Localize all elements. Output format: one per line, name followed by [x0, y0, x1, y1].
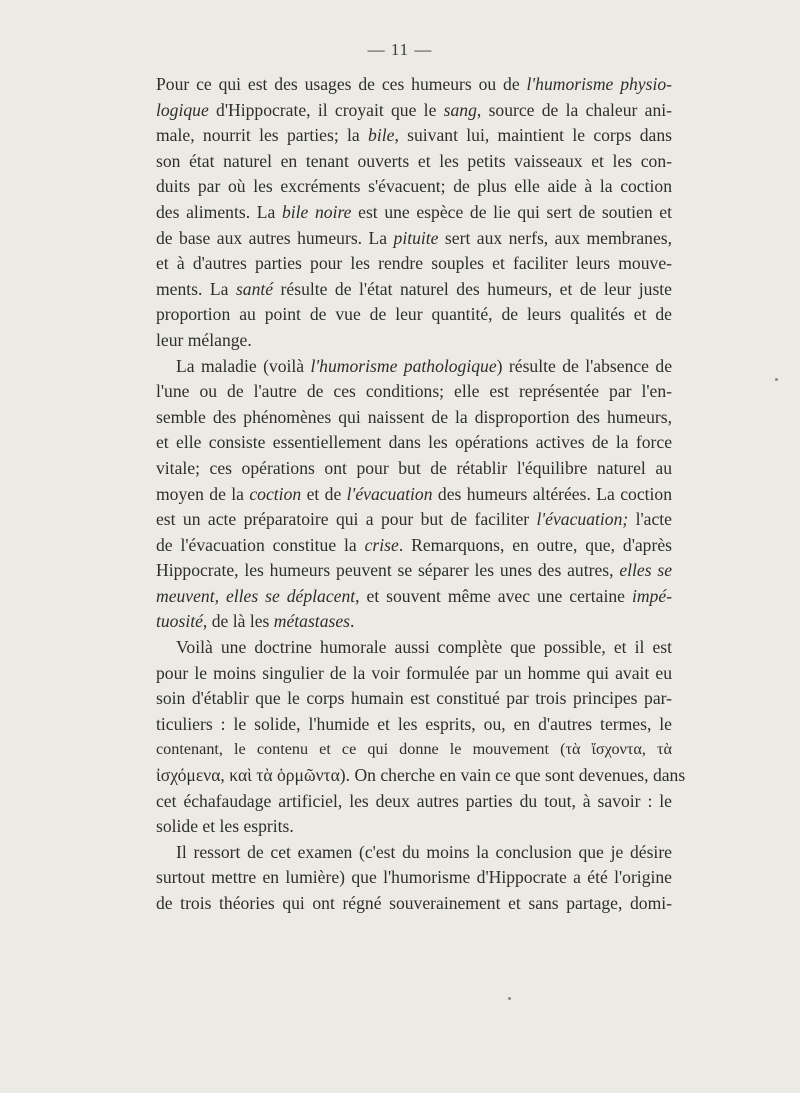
text-run: ἰσχόμενα, καὶ τὰ ὁρμῶντα). On cherche en vain ce que sont devenues, dans	[156, 765, 686, 786]
text-line	[156, 661, 672, 687]
text-run: résulte de l'état naturel des humeurs, et de leur juste	[273, 278, 672, 299]
text-run: d'Hippocrate, il croyait que le	[208, 99, 444, 120]
text-run: contenant, le contenu et ce qui donne le mouvement (τὰ ἴσχοντα, τὰ	[156, 740, 672, 759]
italic-term: tuosité	[156, 611, 203, 632]
text-line	[156, 763, 686, 789]
text-run: , suivant lui, maintient le corps dans	[394, 125, 672, 146]
text-line	[156, 149, 672, 175]
text-run: Hippocrate, les humeurs peuvent se séparer les unes des autres,	[156, 560, 620, 581]
text-run: , de là les	[202, 611, 274, 632]
italic-term: métastases	[273, 611, 350, 632]
text-run: pour le moins singulier de la voir formulée par un homme qui avait eu	[156, 662, 672, 683]
italic-term: impé-	[631, 585, 672, 606]
text-line	[156, 482, 672, 508]
text-run: La maladie (voilà	[176, 355, 311, 376]
text-run: surtout mettre en lumière) que l'humorisme d'Hippocrate a été l'origine	[156, 867, 672, 888]
text-run: .	[350, 611, 355, 632]
text-run: de base aux autres humeurs. La	[156, 227, 394, 248]
text-line	[156, 200, 672, 226]
text-run: des aliments. La	[156, 201, 282, 222]
text-line	[156, 737, 672, 763]
text-line	[156, 840, 672, 866]
text-run: ments. La	[156, 278, 236, 299]
text-line	[156, 328, 672, 354]
italic-term: sang	[443, 99, 477, 120]
italic-term: elles se	[619, 560, 673, 581]
text-run: vitale; ces opérations ont pour but de rétablir l'équilibre naturel au	[156, 457, 672, 478]
text-run: et à d'autres parties pour les rendre souples et faciliter leurs mouve-	[156, 253, 672, 274]
text-run: est un acte préparatoire qui a pour but de faciliter	[156, 509, 537, 530]
italic-term: l'évacuation;	[536, 509, 629, 530]
text-line	[156, 72, 672, 98]
text-line	[156, 251, 672, 277]
text-run: de trois théories qui ont régné souverainement et sans partage, domi-	[156, 893, 672, 913]
text-run: . Remarquons, en outre, que, d'après	[398, 534, 672, 555]
text-line	[156, 609, 672, 635]
text-line	[156, 405, 672, 431]
text-run: son état naturel en tenant ouverts et les petits vaisseaux et les con-	[156, 150, 672, 171]
text-run: duits par où les excréments s'évacuent; de plus elle aide à la coction	[156, 176, 672, 197]
text-run: des humeurs altérées. La coction	[432, 483, 672, 504]
text-line	[156, 174, 672, 200]
text-line	[156, 430, 672, 456]
text-line	[156, 354, 672, 380]
text-line	[156, 302, 672, 328]
text-line	[156, 891, 672, 917]
text-run: proportion au point de vue de leur quantité, de leurs qualités et de	[156, 304, 672, 325]
text-run: ) résulte de l'absence de	[496, 355, 672, 376]
text-line	[156, 226, 672, 252]
italic-term: bile noire	[281, 201, 352, 222]
text-line	[156, 277, 672, 303]
paper-speck	[775, 378, 778, 381]
text-run: solide et les esprits.	[156, 816, 294, 837]
paper-speck	[508, 997, 511, 1000]
text-run: male, nourrit les parties; la	[156, 125, 369, 146]
text-line	[156, 123, 672, 149]
text-run: Voilà une doctrine humorale aussi complète que possible, et il est	[176, 637, 672, 658]
text-run: Pour ce qui est des usages de ces humeurs ou de	[156, 74, 527, 94]
italic-term: l'humorisme physio-	[526, 74, 672, 94]
text-line	[156, 558, 672, 584]
text-run: Il ressort de cet examen (c'est du moins la conclusion que je désire	[176, 841, 672, 862]
italic-term: crise	[364, 534, 399, 555]
text-line	[156, 533, 672, 559]
italic-term: pituite	[393, 227, 439, 248]
text-run: l'acte	[628, 509, 672, 530]
text-run: moyen de la	[156, 483, 250, 504]
text-line	[156, 584, 672, 610]
italic-term: santé	[235, 278, 274, 299]
italic-term: l'évacuation	[346, 483, 433, 504]
text-line	[156, 379, 672, 405]
text-run: leur mélange.	[156, 329, 252, 350]
italic-term: bile	[368, 125, 395, 146]
text-run: , et souvent même avec une certaine	[355, 585, 632, 606]
text-line	[156, 686, 672, 712]
italic-term: coction	[249, 483, 302, 504]
italic-term: logique	[156, 99, 209, 120]
body-text	[156, 72, 686, 917]
text-line	[156, 865, 672, 891]
text-line	[156, 712, 672, 738]
text-run: l'une ou de l'autre de ces conditions; elle est représentée par l'en-	[156, 381, 672, 402]
text-run: de l'évacuation constitue la	[156, 534, 365, 555]
text-run: sert aux nerfs, aux membranes,	[438, 227, 672, 248]
text-line	[156, 635, 672, 661]
text-run: soin d'établir que le corps humain est constitué par trois principes par-	[156, 688, 672, 709]
text-run: et de	[301, 483, 347, 504]
text-line	[156, 98, 672, 124]
text-line	[156, 814, 672, 840]
italic-term: l'humorisme pathologique	[310, 355, 497, 376]
text-run: semble des phénomènes qui naissent de la disproportion des humeurs,	[156, 406, 672, 427]
text-run: ticuliers : le solide, l'humide et les esprits, ou, en d'autres termes, le	[156, 713, 672, 734]
text-run: cet échafaudage artificiel, les deux autres parties du tout, à savoir : le	[156, 790, 672, 811]
text-run: est une espèce de lie qui sert de soutien et	[351, 201, 672, 222]
italic-term: meuvent, elles se déplacent	[156, 585, 356, 606]
text-line	[156, 456, 672, 482]
text-run: et elle consiste essentiellement dans les opérations actives de la force	[156, 432, 672, 453]
text-line	[156, 507, 672, 533]
text-run: , source de la chaleur ani-	[476, 99, 672, 120]
text-line	[156, 789, 672, 815]
page-number: — 11 —	[367, 40, 433, 59]
